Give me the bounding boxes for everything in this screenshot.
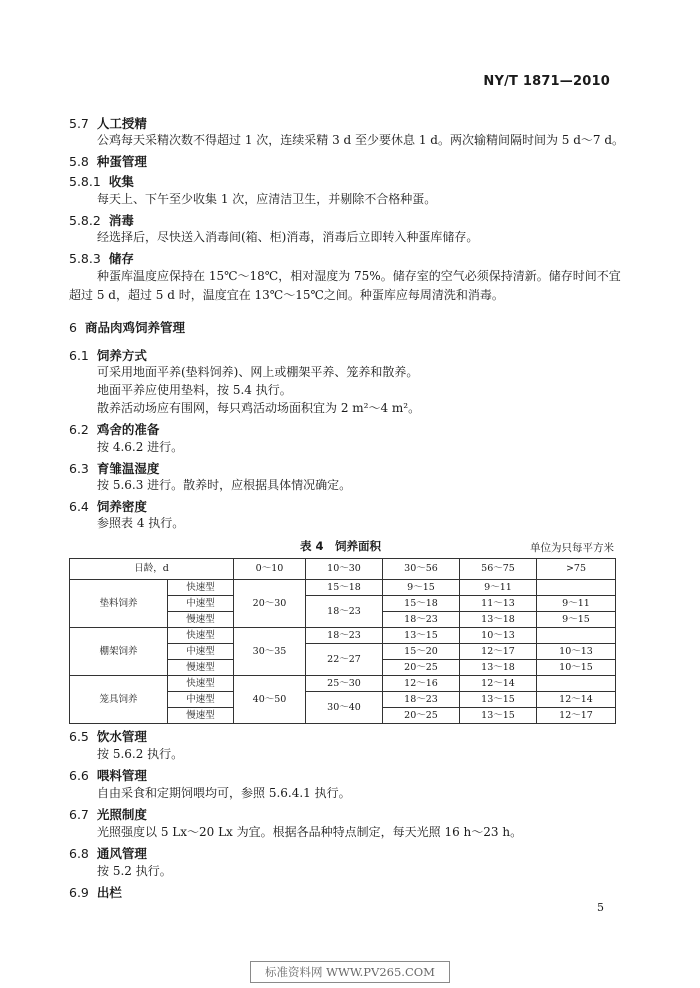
value-cell: 40～50 xyxy=(234,676,306,724)
value-cell: 18～23 xyxy=(306,628,383,644)
value-cell: 12～17 xyxy=(460,644,537,660)
header-cell: 56～75 xyxy=(460,559,537,580)
section-number: 6.6 xyxy=(69,768,89,783)
section-6-heading xyxy=(69,318,185,336)
section-6-5-heading xyxy=(69,727,147,745)
section-number: 6 xyxy=(69,320,77,335)
section-title: 育雏温湿度 xyxy=(96,461,160,476)
type-cell: 快速型 xyxy=(168,676,234,692)
table-caption: 表 4 饲养面积 xyxy=(300,539,382,553)
paragraph: 按 5.6.3 进行。散养时，应根据具体情况确定。 xyxy=(97,478,352,492)
paragraph: 参照表 4 执行。 xyxy=(97,516,185,530)
paragraph: 自由采食和定期饲喂均可，参照 5.6.4.1 执行。 xyxy=(97,786,351,800)
paragraph: 公鸡每天采精次数不得超过 1 次，连续采精 3 d 至少要休息 1 d。两次输精间隔时间为 5 d～7 d。 xyxy=(97,133,625,147)
paragraph: 地面平养应使用垫料，按 5.4 执行。 xyxy=(97,383,292,397)
group-cell: 垫料饲养 xyxy=(70,580,168,628)
standard-number: NY/T 1871—2010 xyxy=(483,74,610,89)
section-title: 饲养方式 xyxy=(96,348,147,363)
value-cell: 13～18 xyxy=(460,612,537,628)
value-cell: 13～15 xyxy=(460,708,537,724)
header-cell: 日龄，d xyxy=(70,559,234,580)
section-6-8-heading xyxy=(69,844,147,862)
table-row xyxy=(70,676,616,692)
section-5-8-3-heading xyxy=(69,249,134,267)
value-cell: 30～40 xyxy=(306,692,383,724)
value-cell: 9～11 xyxy=(537,596,616,612)
section-title: 鸡舍的准备 xyxy=(96,422,160,437)
section-5-8-2-heading xyxy=(69,211,134,229)
header-cell: 10～30 xyxy=(306,559,383,580)
value-cell: 10～13 xyxy=(460,628,537,644)
header-cell: 30～56 xyxy=(383,559,460,580)
value-cell: 25～30 xyxy=(306,676,383,692)
type-cell: 慢速型 xyxy=(168,708,234,724)
section-title: 喂料管理 xyxy=(96,768,147,783)
value-cell: 18～23 xyxy=(383,692,460,708)
section-number: 6.5 xyxy=(69,729,89,744)
value-cell: 20～30 xyxy=(234,580,306,628)
value-cell: 22～27 xyxy=(306,644,383,676)
value-cell: 9～15 xyxy=(383,580,460,596)
section-number: 6.2 xyxy=(69,422,89,437)
section-number: 5.8.3 xyxy=(69,251,101,266)
paragraph: 按 5.2 执行。 xyxy=(97,864,172,878)
value-cell: 12～16 xyxy=(383,676,460,692)
value-cell: 30～35 xyxy=(234,628,306,676)
table-header-row xyxy=(70,559,616,580)
section-6-4-heading xyxy=(69,497,147,515)
paragraph: 光照强度以 5 Lx～20 Lx 为宜。根据各品种特点制定，每天光照 16 h～23 h。 xyxy=(97,825,523,839)
section-number: 5.7 xyxy=(69,116,89,131)
section-number: 6.7 xyxy=(69,807,89,822)
paragraph: 按 5.6.2 执行。 xyxy=(97,747,184,761)
table-unit: 单位为只每平方米 xyxy=(530,542,614,554)
section-number: 6.1 xyxy=(69,348,89,363)
section-title: 饲养密度 xyxy=(96,499,147,514)
section-title: 种蛋管理 xyxy=(96,154,147,169)
paragraph: 种蛋库温度应保持在 15℃～18℃，相对湿度为 75%。储存室的空气必须保持清新。储存时间不宜 xyxy=(97,269,621,283)
section-6-9-heading xyxy=(69,883,122,901)
section-6-6-heading xyxy=(69,766,147,784)
section-number: 5.8.1 xyxy=(69,174,101,189)
section-title: 商品肉鸡饲养管理 xyxy=(84,320,185,335)
section-title: 人工授精 xyxy=(96,116,147,131)
paragraph: 散养活动场应有围网，每只鸡活动场面积宜为 2 m²～4 m²。 xyxy=(97,401,421,415)
paragraph: 每天上、下午至少收集 1 次，应清洁卫生，并剔除不合格种蛋。 xyxy=(97,192,437,206)
paragraph: 按 4.6.2 进行。 xyxy=(97,440,184,454)
section-title: 通风管理 xyxy=(96,846,147,861)
section-title: 消毒 xyxy=(108,213,134,228)
group-cell: 笼具饲养 xyxy=(70,676,168,724)
type-cell: 中速型 xyxy=(168,692,234,708)
section-number: 6.3 xyxy=(69,461,89,476)
type-cell: 中速型 xyxy=(168,596,234,612)
table-row xyxy=(70,628,616,644)
section-5-8-heading xyxy=(69,152,147,170)
group-cell: 棚架饲养 xyxy=(70,628,168,676)
section-number: 6.4 xyxy=(69,499,89,514)
type-cell: 慢速型 xyxy=(168,612,234,628)
section-title: 收集 xyxy=(108,174,134,189)
value-cell: 20～25 xyxy=(383,708,460,724)
section-6-2-heading xyxy=(69,420,159,438)
value-cell: 9～11 xyxy=(460,580,537,596)
section-title: 出栏 xyxy=(96,885,122,900)
section-number: 6.8 xyxy=(69,846,89,861)
section-number: 5.8.2 xyxy=(69,213,101,228)
type-cell: 中速型 xyxy=(168,644,234,660)
section-6-1-heading xyxy=(69,346,147,364)
section-6-3-heading xyxy=(69,459,159,477)
value-cell xyxy=(537,676,616,692)
page-number: 5 xyxy=(597,901,604,914)
header-cell: 0～10 xyxy=(234,559,306,580)
table-row xyxy=(70,580,616,596)
section-title: 饮水管理 xyxy=(96,729,147,744)
value-cell: 13～18 xyxy=(460,660,537,676)
value-cell: 12～14 xyxy=(537,692,616,708)
feeding-area-table xyxy=(69,558,616,724)
value-cell: 12～14 xyxy=(460,676,537,692)
type-cell: 快速型 xyxy=(168,580,234,596)
value-cell: 10～15 xyxy=(537,660,616,676)
paragraph: 经选择后，尽快送入消毒间(箱、柜)消毒，消毒后立即转入种蛋库储存。 xyxy=(97,230,479,244)
paragraph: 可采用地面平养(垫料饲养)、网上或棚架平养、笼养和散养。 xyxy=(97,365,419,379)
section-number: 5.8 xyxy=(69,154,89,169)
section-6-7-heading xyxy=(69,805,147,823)
value-cell: 20～25 xyxy=(383,660,460,676)
value-cell: 15～18 xyxy=(306,580,383,596)
section-title: 储存 xyxy=(108,251,134,266)
value-cell: 15～18 xyxy=(383,596,460,612)
paragraph-continued: 超过 5 d，超过 5 d 时，温度宜在 13℃～15℃之间。种蛋库应每周清洗和消毒。 xyxy=(69,288,504,302)
value-cell: 13～15 xyxy=(460,692,537,708)
value-cell xyxy=(537,628,616,644)
value-cell: 15～20 xyxy=(383,644,460,660)
value-cell: 10～13 xyxy=(537,644,616,660)
header-cell: >75 xyxy=(537,559,616,580)
section-number: 6.9 xyxy=(69,885,89,900)
value-cell xyxy=(537,580,616,596)
value-cell: 18～23 xyxy=(306,596,383,628)
value-cell: 13～15 xyxy=(383,628,460,644)
value-cell: 18～23 xyxy=(383,612,460,628)
value-cell: 11～13 xyxy=(460,596,537,612)
section-5-8-1-heading xyxy=(69,172,134,190)
type-cell: 慢速型 xyxy=(168,660,234,676)
value-cell: 12～17 xyxy=(537,708,616,724)
section-5-7-heading xyxy=(69,114,147,132)
type-cell: 快速型 xyxy=(168,628,234,644)
section-title: 光照制度 xyxy=(96,807,147,822)
watermark-link[interactable]: 标准资料网 WWW.PV265.COM xyxy=(250,961,450,983)
value-cell: 9～15 xyxy=(537,612,616,628)
